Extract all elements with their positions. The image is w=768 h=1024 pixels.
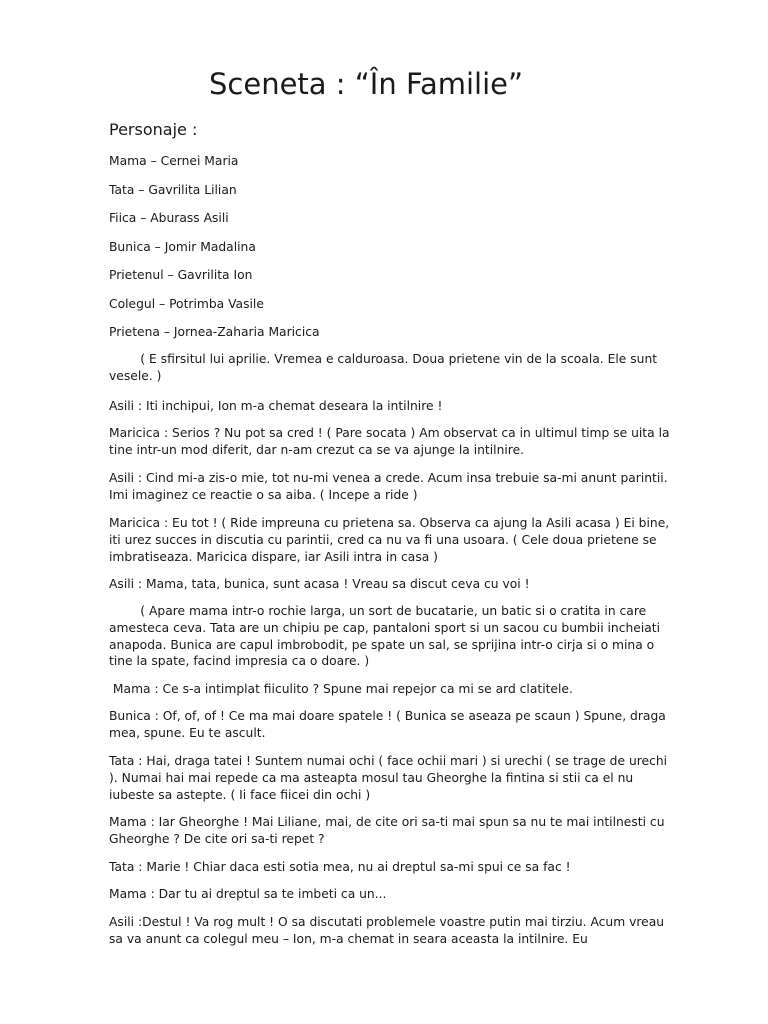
- dialogue-line: Asili : Iti inchipui, Ion m-a chemat deseara la intilnire !: [109, 399, 443, 413]
- dialogue-line: Asili : Cind mi-a zis-o mie, tot nu-mi venea a crede. Acum insa trebuie sa-mi anunt parintii. Imi imaginez ce reactie o sa aiba. ( Incepe a ride ): [109, 471, 668, 502]
- character-line: Fiica – Aburass Asili: [109, 211, 229, 225]
- stage-direction: ( Apare mama intr-o rochie larga, un sort de bucatarie, un batic si o cratita in care amesteca ceva. Tata are un chipiu pe cap, pantaloni sport si un sacou cu bumbii incheiati anapoda. Bunica are capul imbrobodit, pe spate un sal, se sprijina intr-o cirja si o mina o tine la spate, facind impresia ca o doare. ): [109, 604, 664, 669]
- dialogue-line: Bunica : Of, of, of ! Ce ma mai doare spatele ! ( Bunica se aseaza pe scaun ) Spune, draga mea, spune. Eu te ascult.: [109, 709, 666, 740]
- character-line: Colegul – Potrimba Vasile: [109, 297, 264, 311]
- dialogue-line: Mama : Iar Gheorghe ! Mai Liliane, mai, de cite ori sa-ti mai spun sa nu te mai intilnesti cu Gheorghe ? De cite ori sa-ti repet ?: [109, 815, 665, 846]
- character-line: Prietena – Jornea-Zaharia Maricica: [109, 325, 320, 339]
- document-title: Sceneta : “În Familie”: [209, 67, 524, 101]
- dialogue-line: Maricica : Eu tot ! ( Ride impreuna cu prietena sa. Observa ca ajung la Asili acasa ) Ei bine, iti urez succes in discutia cu parintii, cred ca nu va fi una usoara. ( Cele doua prietene se imbratiseaza. Maricica dispare, iar Asili intra in casa ): [109, 516, 670, 564]
- dialogue-line: Tata : Marie ! Chiar daca esti sotia mea, nu ai dreptul sa-mi spui ce sa fac !: [109, 860, 571, 874]
- character-line: Mama – Cernei Maria: [109, 154, 239, 168]
- character-line: Bunica – Jomir Madalina: [109, 240, 256, 254]
- dialogue-line: Tata : Hai, draga tatei ! Suntem numai ochi ( face ochii mari ) si urechi ( se trage de urechi ). Numai hai mai repede ca ma asteapta mosul tau Gheorghe la fintina si stii ca el nu iubeste sa astepte. ( Ii face fiicei din ochi ): [109, 754, 668, 802]
- dialogue-line: Asili : Mama, tata, bunica, sunt acasa ! Vreau sa discut ceva cu voi !: [109, 577, 530, 591]
- dialogue-line: Mama : Ce s-a intimplat fiiculito ? Spune mai repejor ca mi se ard clatitele.: [109, 682, 573, 696]
- dialogue-line: Maricica : Serios ? Nu pot sa cred ! ( Pare socata ) Am observat ca in ultimul timp se uita la tine intr-un mod diferit, dar n-am crezut ca se va ajunge la intilnire.: [109, 426, 670, 457]
- character-line: Prietenul – Gavrilita Ion: [109, 268, 253, 282]
- stage-direction: ( E sfirsitul lui aprilie. Vremea e calduroasa. Doua prietene vin de la scoala. Ele sunt vesele. ): [109, 352, 662, 383]
- characters-heading: Personaje :: [109, 120, 198, 139]
- character-line: Tata – Gavrilita Lilian: [109, 183, 237, 197]
- dialogue-line: Mama : Dar tu ai dreptul sa te imbeti ca un...: [109, 887, 387, 901]
- dialogue-line: Asili :Destul ! Va rog mult ! O sa discutati problemele voastre putin mai tirziu. Acum vreau sa va anunt ca colegul meu – Ion, m-a chemat in seara aceasta la intilnire. Eu: [109, 915, 665, 946]
